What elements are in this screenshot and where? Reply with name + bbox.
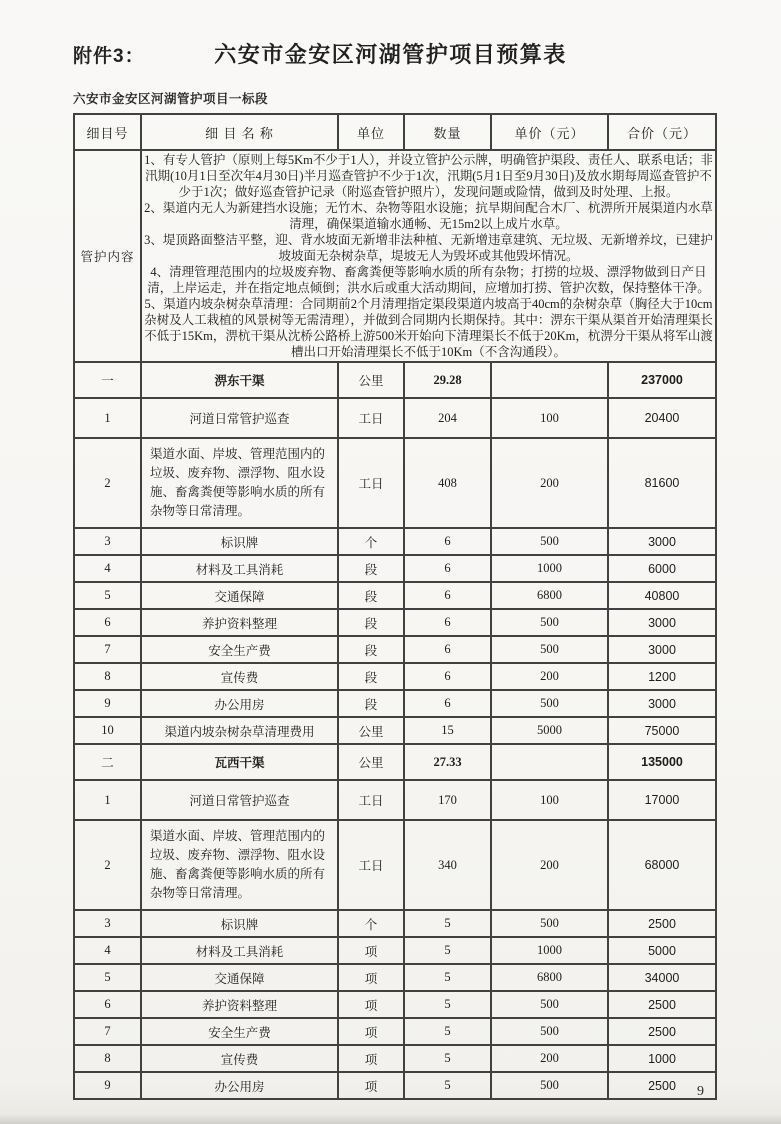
cell-unit: 段 (338, 690, 404, 717)
table-row (74, 820, 716, 910)
cell-unit: 工日 (338, 780, 404, 820)
cell-price: 500 (491, 690, 608, 717)
cell-qty: 5 (404, 991, 491, 1018)
content-paragraph: 2、渠道内无人为新建挡水设施；无竹木、杂物等阻水设施；抗旱期间配合木厂、杭淠所开展渠道内水草清理，确保渠道输水通畅、无15m2以上成片水草。 (144, 201, 713, 231)
table-row (74, 555, 716, 582)
table-row (74, 1072, 716, 1099)
cell-unit: 项 (338, 1018, 404, 1045)
content-paragraph: 4、清理管理范围内的垃圾废弃物、畜禽粪便等影响水质的所有杂物；打捞的垃圾、漂浮物做到日产日清，上岸运走，并在指定地点倾倒；洪水后或重大活动期间，应增加打捞、管护次数，保持整体干净。 (147, 265, 710, 295)
cell-unit: 项 (338, 1045, 404, 1072)
cell-price (491, 744, 608, 780)
cell-name: 宣传费 (141, 663, 338, 690)
cell-price: 6800 (491, 582, 608, 609)
cell-total: 2500 (608, 991, 716, 1018)
cell-price: 200 (491, 1045, 608, 1072)
cell-qty: 6 (404, 609, 491, 636)
content-row (74, 150, 716, 362)
cell-unit: 段 (338, 555, 404, 582)
cell-name: 养护资料整理 (141, 609, 338, 636)
cell-price: 500 (491, 1072, 608, 1099)
title-row (0, 38, 781, 70)
table-row (74, 964, 716, 991)
cell-price: 500 (491, 528, 608, 555)
cell-total: 3000 (608, 609, 716, 636)
cell-unit: 公里 (338, 744, 404, 780)
attachment-label: 附件3： (73, 46, 145, 67)
table-header-row (74, 114, 716, 150)
section-row (74, 744, 716, 780)
table-row (74, 780, 716, 820)
table-row (74, 937, 716, 964)
cell-name: 交通保障 (141, 964, 338, 991)
table-row (74, 438, 716, 528)
cell-no: 二 (74, 744, 141, 780)
cell-qty: 5 (404, 1045, 491, 1072)
cell-name: 养护资料整理 (141, 991, 338, 1018)
cell-total: 135000 (608, 744, 716, 780)
header-item-name: 细 目 名 称 (141, 114, 338, 150)
cell-total: 34000 (608, 964, 716, 991)
cell-total: 2500 (608, 1018, 716, 1045)
cell-name: 安全生产费 (141, 636, 338, 663)
cell-qty: 29.28 (404, 362, 491, 398)
cell-total: 3000 (608, 690, 716, 717)
cell-name: 办公用房 (141, 690, 338, 717)
table-row (74, 1045, 716, 1072)
cell-no: 1 (74, 780, 141, 820)
cell-no: 7 (74, 636, 141, 663)
table-row (74, 663, 716, 690)
header-quantity: 数量 (404, 114, 491, 150)
cell-qty: 5 (404, 937, 491, 964)
content-paragraph: 1、有专人管护（原则上每5Km不少于1人），并设立管护公示牌，明确管护渠段、责任人、联系电话；非汛期(10月1日至次年4月30日)半月巡查管护不少于1次，汛期(5月1日至9月30日)及放水期每周巡查管护不少于1次；做好巡查管护记录（附巡查管护照片），发现问题或险情，做到及时处理、上报。 (144, 153, 713, 199)
cell-name: 安全生产费 (141, 1018, 338, 1045)
cell-qty: 15 (404, 717, 491, 744)
cell-price (491, 362, 608, 398)
cell-no: 10 (74, 717, 141, 744)
cell-total: 6000 (608, 555, 716, 582)
cell-no: 9 (74, 1072, 141, 1099)
cell-no: 5 (74, 964, 141, 991)
cell-price: 1000 (491, 937, 608, 964)
cell-name: 办公用房 (141, 1072, 338, 1099)
cell-qty: 6 (404, 528, 491, 555)
cell-qty: 5 (404, 964, 491, 991)
cell-qty: 6 (404, 582, 491, 609)
cell-qty: 5 (404, 1018, 491, 1045)
table-row (74, 398, 716, 438)
table-row (74, 582, 716, 609)
cell-qty: 204 (404, 398, 491, 438)
header-total-price: 合价（元） (608, 114, 716, 150)
table-row (74, 910, 716, 937)
cell-qty: 5 (404, 910, 491, 937)
cell-total: 5000 (608, 937, 716, 964)
table-row (74, 609, 716, 636)
table-row (74, 690, 716, 717)
cell-no: 3 (74, 528, 141, 555)
table-row (74, 1018, 716, 1045)
cell-no: 1 (74, 398, 141, 438)
cell-no: 6 (74, 609, 141, 636)
cell-name: 宣传费 (141, 1045, 338, 1072)
section-row (74, 362, 716, 398)
cell-no: 6 (74, 991, 141, 1018)
cell-price: 200 (491, 820, 608, 910)
cell-no: 9 (74, 690, 141, 717)
cell-qty: 27.33 (404, 744, 491, 780)
cell-unit: 段 (338, 609, 404, 636)
header-unit: 单位 (338, 114, 404, 150)
cell-name: 河道日常管护巡查 (141, 780, 338, 820)
cell-qty: 6 (404, 636, 491, 663)
cell-name: 交通保障 (141, 582, 338, 609)
cell-name: 渠道水面、岸坡、管理范围内的垃圾、废弃物、漂浮物、阻水设施、畜禽粪便等影响水质的所有杂物等日常清理。 (141, 438, 338, 528)
table-row (74, 991, 716, 1018)
cell-unit: 公里 (338, 717, 404, 744)
cell-total: 1000 (608, 1045, 716, 1072)
cell-unit: 项 (338, 1072, 404, 1099)
cell-total: 2500 (608, 910, 716, 937)
content-paragraph: 3、堤顶路面整洁平整，迎、背水坡面无新增非法种植、无新增违章建筑、无垃圾、无新增养坟，已建护坡坡面无杂树杂草，堤坡无人为毁坏或其他毁坏情况。 (144, 233, 713, 263)
document-title: 六安市金安区河湖管护项目预算表 (214, 42, 567, 67)
header-unit-price: 单价（元） (491, 114, 608, 150)
cell-unit: 公里 (338, 362, 404, 398)
cell-name: 淠东干渠 (141, 362, 338, 398)
cell-name: 材料及工具消耗 (141, 555, 338, 582)
cell-total: 68000 (608, 820, 716, 910)
cell-unit: 项 (338, 991, 404, 1018)
cell-name: 标识牌 (141, 910, 338, 937)
cell-qty: 5 (404, 1072, 491, 1099)
cell-qty: 408 (404, 438, 491, 528)
content-row-label: 管护内容 (74, 150, 141, 362)
cell-no: 4 (74, 555, 141, 582)
cell-name: 渠道内坡杂树杂草清理费用 (141, 717, 338, 744)
cell-no: 2 (74, 438, 141, 528)
cell-total: 81600 (608, 438, 716, 528)
cell-no: 2 (74, 820, 141, 910)
cell-price: 500 (491, 1018, 608, 1045)
table-row (74, 636, 716, 663)
cell-qty: 170 (404, 780, 491, 820)
cell-name: 河道日常管护巡查 (141, 398, 338, 438)
content-paragraph: 5、渠道内坡杂树杂草清理：合同期前2个月清理指定渠段渠道内坡高于40cm的杂树杂草（胸径大于10cm杂树及人工栽植的风景树等无需清理），并做到合同期内长期保持。其中：淠东干渠从渠首开始清理渠长不低于15Km，淠杭干渠从沈桥公路桥上游500米开始向下清理渠长不低于20Km，杭淠分干渠从将军山渡槽出口开始清理渠长不低于10Km（不含沟通段）。 (144, 297, 713, 359)
page-number: 9 (697, 1084, 704, 1099)
cell-price: 100 (491, 780, 608, 820)
cell-price: 1000 (491, 555, 608, 582)
cell-unit: 项 (338, 937, 404, 964)
cell-total: 75000 (608, 717, 716, 744)
header-item-no: 细目号 (74, 114, 141, 150)
cell-name: 材料及工具消耗 (141, 937, 338, 964)
cell-price: 200 (491, 438, 608, 528)
cell-qty: 340 (404, 820, 491, 910)
cell-unit: 工日 (338, 398, 404, 438)
cell-unit: 段 (338, 663, 404, 690)
table-row (74, 528, 716, 555)
cell-no: 8 (74, 663, 141, 690)
cell-price: 500 (491, 609, 608, 636)
cell-unit: 段 (338, 636, 404, 663)
cell-qty: 6 (404, 663, 491, 690)
cell-no: 一 (74, 362, 141, 398)
cell-name: 渠道水面、岸坡、管理范围内的垃圾、废弃物、漂浮物、阻水设施、畜禽粪便等影响水质的所有杂物等日常清理。 (141, 820, 338, 910)
cell-no: 5 (74, 582, 141, 609)
cell-qty: 6 (404, 690, 491, 717)
cell-total: 3000 (608, 528, 716, 555)
cell-name: 标识牌 (141, 528, 338, 555)
cell-total: 1200 (608, 663, 716, 690)
cell-total: 17000 (608, 780, 716, 820)
cell-name: 瓦西干渠 (141, 744, 338, 780)
cell-unit: 个 (338, 910, 404, 937)
cell-unit: 项 (338, 964, 404, 991)
budget-table (73, 113, 717, 1100)
scan-edge-shadow (0, 1114, 781, 1124)
cell-qty: 6 (404, 555, 491, 582)
cell-price: 500 (491, 910, 608, 937)
cell-total: 237000 (608, 362, 716, 398)
cell-no: 7 (74, 1018, 141, 1045)
cell-no: 8 (74, 1045, 141, 1072)
cell-no: 3 (74, 910, 141, 937)
cell-total: 2500 (608, 1072, 716, 1099)
maintenance-content-cell (141, 150, 716, 362)
cell-unit: 个 (338, 528, 404, 555)
cell-price: 6800 (491, 964, 608, 991)
cell-price: 200 (491, 663, 608, 690)
table-row (74, 717, 716, 744)
cell-price: 500 (491, 991, 608, 1018)
cell-no: 4 (74, 937, 141, 964)
cell-unit: 段 (338, 582, 404, 609)
cell-total: 40800 (608, 582, 716, 609)
cell-price: 500 (491, 636, 608, 663)
cell-total: 20400 (608, 398, 716, 438)
cell-unit: 工日 (338, 438, 404, 528)
section-subtitle: 六安市金安区河湖管护项目一标段 (73, 92, 269, 106)
cell-price: 5000 (491, 717, 608, 744)
cell-total: 3000 (608, 636, 716, 663)
cell-price: 100 (491, 398, 608, 438)
cell-unit: 工日 (338, 820, 404, 910)
